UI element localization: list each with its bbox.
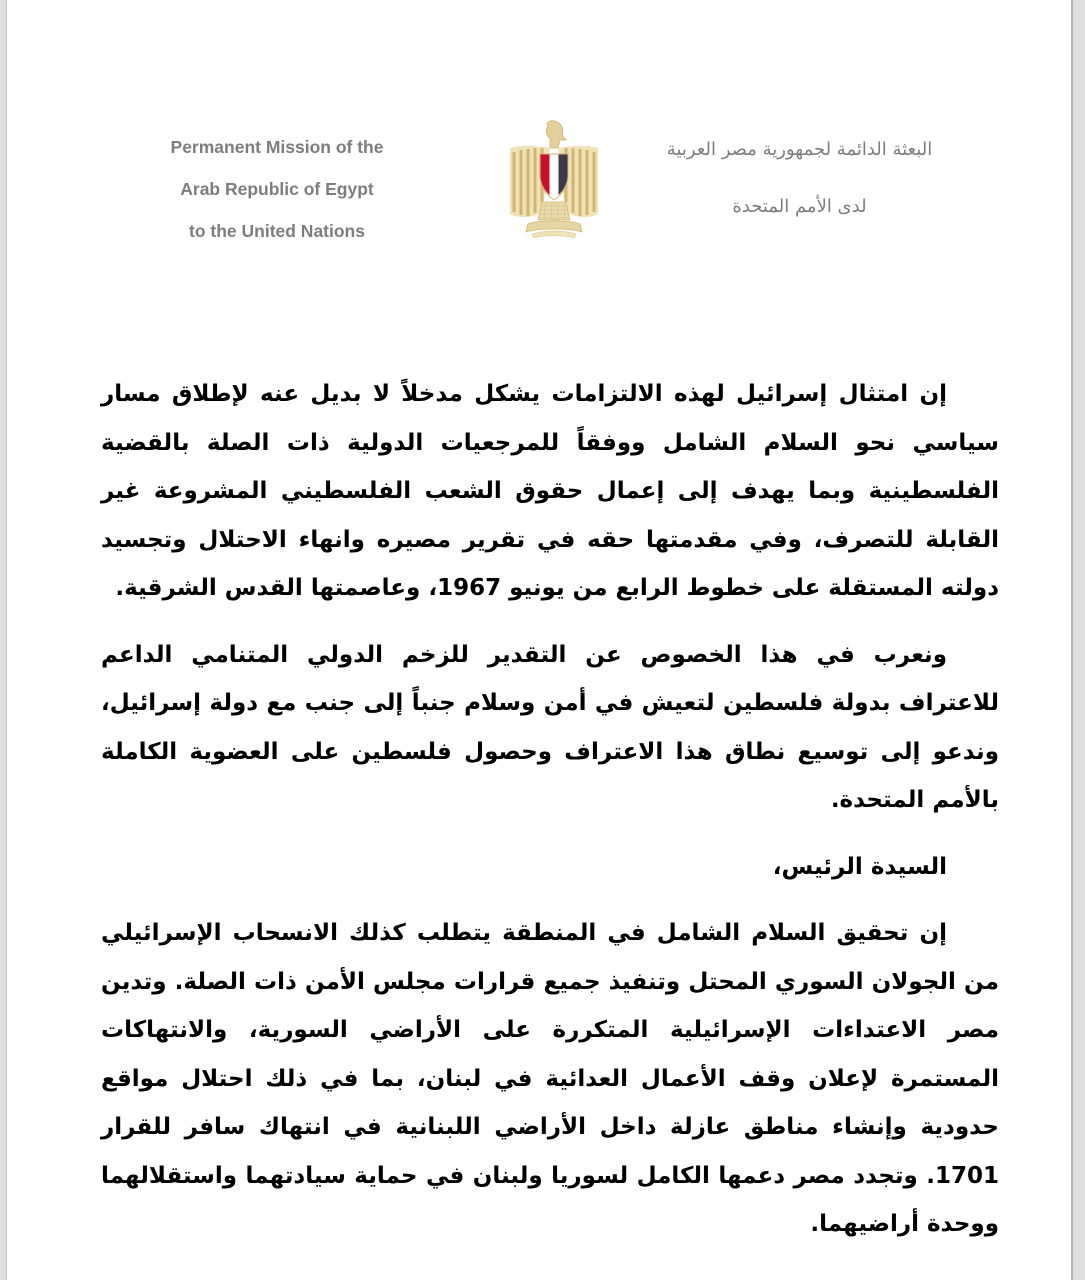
paragraph-golan-lebanon: إن تحقيق السلام الشامل في المنطقة يتطلب كذلك الانسحاب الإسرائيلي من الجولان السوري المحتل وتنفيذ جميع قرارات مجلس الأمن ذات الصلة. وتدين مصر الاعتداءات الإسرائيلية المتكررة على الأراضي السورية، والانتهاكات المستمرة لإعلان وقف الأعمال العدائية في لبنان، بما في ذلك احتلال مواقع حدودية وإنشاء مناطق عازلة داخل الأراضي اللبنانية في انتهاك سافر للقرار 1701. وتجدد مصر دعمها الكامل لسوريا ولبنان في حماية سيادتهما واستقلالهما ووحدة أراضيهما. — [101, 920, 999, 1237]
right-page-edge — [1074, 0, 1085, 1280]
letterhead-english-line: Permanent Mission of the — [170, 137, 384, 157]
left-page-edge — [0, 0, 5, 1280]
statement-body — [101, 370, 999, 1267]
paragraph-compliance: إن امتثال إسرائيل لهذه الالتزامات يشكل مدخلاً لا بديل عنه لإطلاق مسار سياسي نحو السلام الشامل ووفقاً للمرجعيات الدولية ذات الصلة بالقضية الفلسطينية وبما يهدف إلى إعمال حقوق الشعب الفلسطيني المشروعة غير القابلة للتصرف، وفي مقدمتها حقه في تقرير مصيره وانهاء الاحتلال وتجسيد دولته المستقلة على خطوط الرابع من يونيو 1967، وعاصمتها القدس الشرقية. — [101, 381, 999, 601]
egypt-coat-of-arms-icon — [504, 118, 604, 244]
document-page — [6, 0, 1073, 1280]
letterhead-arabic-line: البعثة الدائمة لجمهورية مصر العربية — [666, 139, 933, 160]
letterhead-arabic-line: لدى الأمم المتحدة — [732, 196, 867, 217]
letterhead-english-line: to the United Nations — [189, 221, 365, 241]
letterhead-english — [127, 130, 427, 256]
letterhead-arabic — [627, 133, 972, 247]
letterhead-english-line: Arab Republic of Egypt — [180, 179, 374, 199]
paragraph-recognition: ونعرب في هذا الخصوص عن التقدير للزخم الدولي المتنامي الداعم للاعتراف بدولة فلسطين لتعيش في أمن وسلام جنباً إلى جنب مع دولة إسرائيل، وندعو إلى توسيع نطاق هذا الاعتراف وحصول فلسطين على العضوية الكاملة بالأمم المتحدة. — [101, 641, 999, 813]
salutation: السيدة الرئيس، — [772, 853, 947, 880]
